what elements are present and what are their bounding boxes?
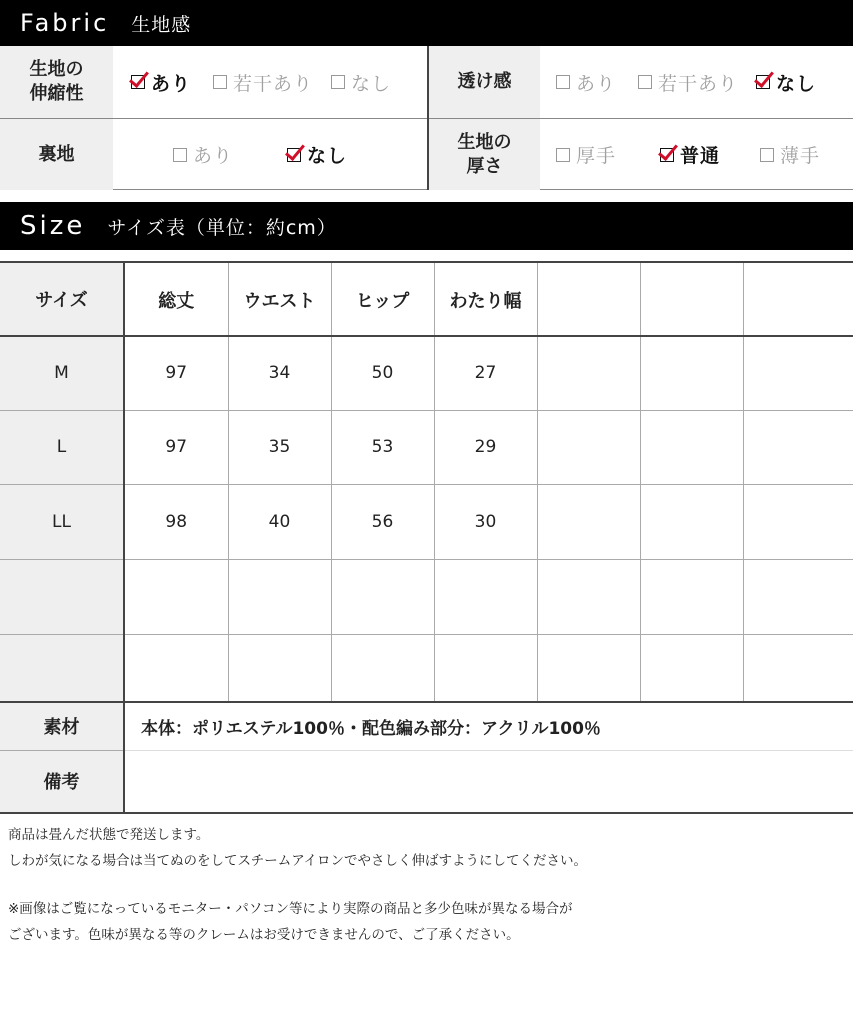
value-cell [743, 336, 853, 410]
value-cell [743, 634, 853, 702]
size-header-row [0, 262, 853, 336]
checkbox-icon [638, 75, 652, 89]
note-line: しわが気になる場合は当てぬのをしてスチームアイロンでやさしく伸ばすようにしてください。 [8, 853, 588, 869]
note-line: ございます。色味が異なる等のクレームはお受けできませんので、ご了承ください。 [8, 927, 520, 943]
value-cell: 29 [434, 410, 537, 484]
option-stretch-yes[interactable]: あり [131, 69, 191, 96]
value-cell [640, 410, 743, 484]
size-cell [0, 634, 124, 702]
table-row [0, 410, 853, 484]
value-cell: 97 [124, 336, 228, 410]
option-stretch-slight[interactable]: 若干あり [213, 69, 313, 96]
option-lining-yes[interactable]: あり [173, 141, 233, 168]
checkbox-icon [660, 148, 674, 162]
note-line: ※画像はご覧になっているモニター・パソコン等により実際の商品と多少色味が異なる場合が [8, 901, 573, 917]
size-cell: L [0, 410, 124, 484]
value-cell: 98 [124, 484, 228, 559]
fabric-title-jp: 生地感 [131, 13, 192, 36]
option-thickness-thin[interactable]: 薄手 [760, 141, 820, 168]
notes-row [0, 750, 853, 813]
value-cell: 35 [228, 410, 331, 484]
value-cell [743, 559, 853, 634]
material-row [0, 702, 853, 750]
fabric-title-en: Fabric [20, 9, 110, 37]
size-cell: LL [0, 484, 124, 559]
value-cell: 40 [228, 484, 331, 559]
value-cell [331, 634, 434, 702]
value-cell [537, 559, 640, 634]
fabric-label-lining: 裏地 [0, 119, 113, 190]
value-cell [640, 634, 743, 702]
header-hip: ヒップ [331, 262, 434, 336]
value-cell [228, 634, 331, 702]
header-empty [743, 262, 853, 336]
fabric-label-thickness: 生地の 厚さ [429, 119, 540, 190]
fabric-table [0, 46, 853, 190]
value-cell: 50 [331, 336, 434, 410]
fabric-options-sheer [540, 46, 853, 118]
value-cell: 56 [331, 484, 434, 559]
fabric-header [0, 0, 853, 46]
fabric-options-lining [113, 119, 427, 190]
value-cell [640, 336, 743, 410]
option-stretch-no[interactable]: なし [331, 69, 391, 96]
checkbox-icon [287, 148, 301, 162]
size-table [0, 261, 853, 814]
option-sheer-yes[interactable]: あり [556, 69, 616, 96]
fabric-divider [427, 46, 429, 190]
material-label: 素材 [0, 702, 124, 750]
checkbox-icon [131, 75, 145, 89]
value-cell [537, 410, 640, 484]
checkbox-icon [556, 75, 570, 89]
header-size: サイズ [0, 262, 124, 336]
value-cell [743, 484, 853, 559]
value-cell [228, 559, 331, 634]
care-notes [8, 822, 848, 948]
header-thigh-width: わたり幅 [434, 262, 537, 336]
option-sheer-slight[interactable]: 若干あり [638, 69, 738, 96]
option-sheer-no[interactable]: なし [756, 69, 816, 96]
checkbox-icon [213, 75, 227, 89]
fabric-options-thickness [540, 119, 853, 190]
fabric-options-stretch [113, 46, 427, 118]
table-row [0, 336, 853, 410]
header-empty [640, 262, 743, 336]
option-lining-no[interactable]: なし [287, 141, 347, 168]
value-cell [434, 634, 537, 702]
value-cell: 27 [434, 336, 537, 410]
option-thickness-normal[interactable]: 普通 [660, 141, 720, 168]
note-line: 商品は畳んだ状態で発送します。 [8, 827, 210, 843]
value-cell [124, 634, 228, 702]
table-row [0, 484, 853, 559]
checkbox-icon [173, 148, 187, 162]
value-cell [537, 336, 640, 410]
size-title-jp: サイズ表（単位：約cm） [107, 216, 337, 239]
fabric-label-sheer: 透け感 [429, 46, 540, 118]
value-cell [537, 484, 640, 559]
value-cell: 97 [124, 410, 228, 484]
checkbox-icon [331, 75, 345, 89]
value-cell: 34 [228, 336, 331, 410]
size-title-en: Size [20, 211, 86, 241]
value-cell [124, 559, 228, 634]
table-row [0, 634, 853, 702]
value-cell [434, 559, 537, 634]
notes-label: 備考 [0, 750, 124, 813]
value-cell [537, 634, 640, 702]
size-cell [0, 559, 124, 634]
checkbox-icon [760, 148, 774, 162]
checkbox-icon [556, 148, 570, 162]
value-cell [331, 559, 434, 634]
notes-value [124, 750, 853, 813]
value-cell: 53 [331, 410, 434, 484]
value-cell [743, 410, 853, 484]
material-value: 本体：ポリエステル100％・配色編み部分：アクリル100％ [124, 702, 853, 750]
table-row [0, 559, 853, 634]
size-cell: M [0, 336, 124, 410]
value-cell: 30 [434, 484, 537, 559]
checkbox-icon [756, 75, 770, 89]
header-length: 総丈 [124, 262, 228, 336]
size-header [0, 202, 853, 250]
header-waist: ウエスト [228, 262, 331, 336]
option-thickness-thick[interactable]: 厚手 [556, 141, 616, 168]
header-empty [537, 262, 640, 336]
value-cell [640, 559, 743, 634]
value-cell [640, 484, 743, 559]
fabric-label-stretch: 生地の 伸縮性 [0, 46, 113, 118]
